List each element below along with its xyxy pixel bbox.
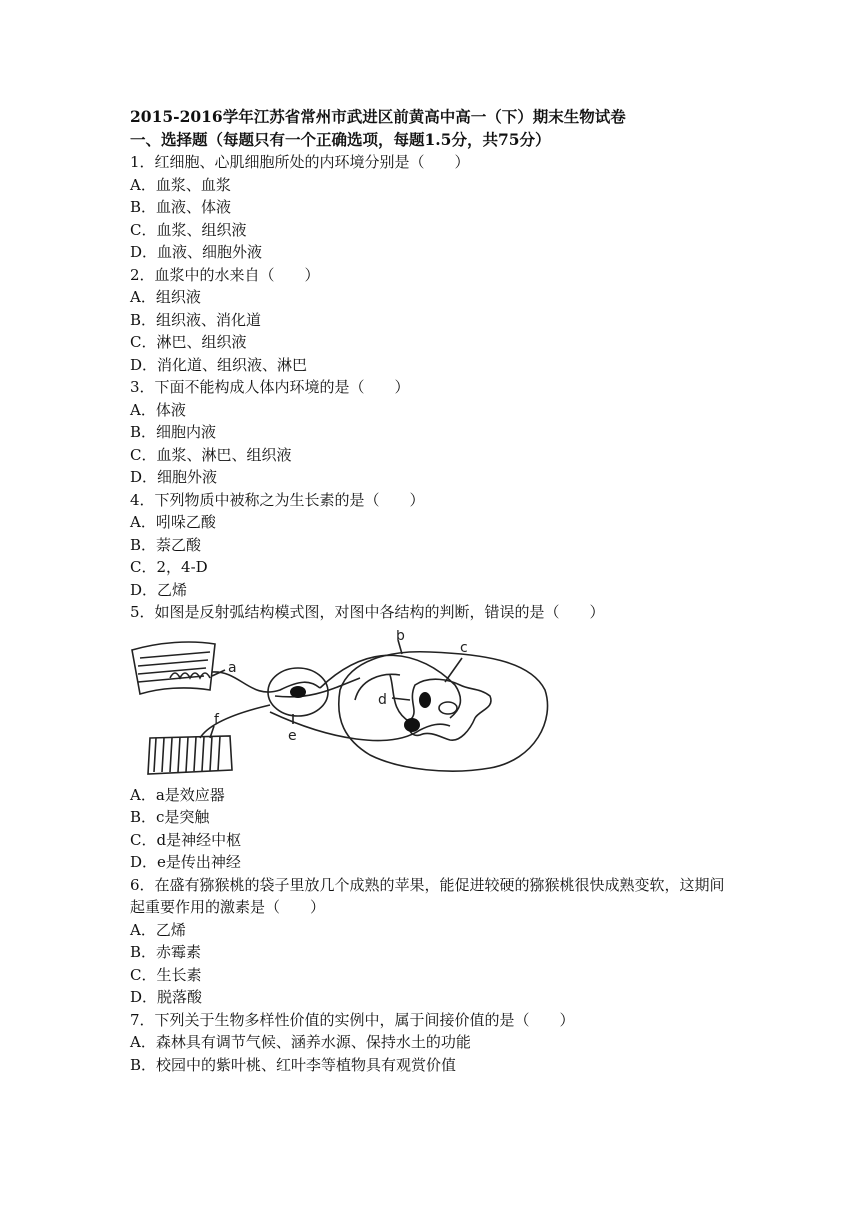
section-heading: 一、选择题（每题只有一个正确选项，每题1.5分，共75分） [130,129,551,149]
label-e: e [288,727,297,744]
option-a: A．乙烯 [130,920,186,939]
reflex-arc-figure [130,630,570,780]
label-a: a [228,659,237,676]
question-stem: 4．下列物质中被称之为生长素的是（ ） [130,490,425,509]
option-c: C．血浆、淋巴、组织液 [130,445,292,464]
label-d: d [378,691,387,708]
option-c: C．2，4-D [130,558,208,576]
question-stem: 6．在盛有猕猴桃的袋子里放几个成熟的苹果，能促进较硬的猕猴桃很快成熟变软，这期间起重要作用的激素是（ ） [130,875,725,916]
exam-title: 2015-2016学年江苏省常州市武进区前黄高中高一（下）期末生物试卷 [130,107,626,126]
question-stem: 1．红细胞、心肌细胞所处的内环境分别是（ ） [130,153,470,171]
option-d: D．血液、细胞外液 [130,243,263,261]
option-a: A．森林具有调节气候、涵养水源、保持水土的功能 [130,1033,471,1051]
option-b: B．组织液、消化道 [130,310,262,329]
receptor-coil [170,673,210,678]
question-stem: 3．下面不能构成人体内环境的是（ ） [130,378,410,396]
option-b: B．赤霉素 [130,943,202,961]
question-stem: 5．如图是反射弧结构模式图，对图中各结构的判断，错误的是（ ） [130,603,605,621]
option-b: B．校园中的紫叶桃、红叶李等植物具有观赏价值 [130,1055,457,1074]
option-c: C．生长素 [130,965,202,984]
option-c: C．淋巴、组织液 [130,333,247,351]
option-d: D．乙烯 [130,580,188,599]
option-a: A．体液 [130,400,186,419]
option-c: C．d是神经中枢 [130,830,242,849]
label-c: c [460,639,468,656]
question-3 [130,376,830,489]
question-stem: 7．下列关于生物多样性价值的实例中，属于间接价值的是（ ） [130,1010,575,1029]
exam-content [130,106,830,1076]
question-stem: 2．血浆中的水来自（ ） [130,265,320,284]
option-a: A．a是效应器 [130,785,225,804]
option-d: D．e是传出神经 [130,853,241,871]
option-b: B．细胞内液 [130,423,217,441]
option-b: B．萘乙酸 [130,535,202,554]
reflex-arc-diagram [130,630,570,780]
label-f: f [214,711,219,728]
question-6 [130,874,830,1009]
option-a: A．血浆、血浆 [130,175,231,194]
question-4 [130,489,830,602]
question-1 [130,151,830,264]
option-b: B．c是突触 [130,808,210,826]
question-7 [130,1009,830,1077]
question-5 [130,601,830,874]
option-c: C．血浆、组织液 [130,220,247,239]
gray-matter [409,679,491,740]
option-a: A．组织液 [130,288,201,306]
option-d: D．消化道、组织液、淋巴 [130,355,308,374]
option-d: D．细胞外液 [130,468,218,486]
option-b: B．血液、体液 [130,198,232,216]
option-d: D．脱落酸 [130,988,203,1006]
question-2 [130,264,830,377]
label-b: b [396,629,405,644]
spinal-cord [339,651,548,770]
option-a: A．吲哚乙酸 [130,513,216,531]
